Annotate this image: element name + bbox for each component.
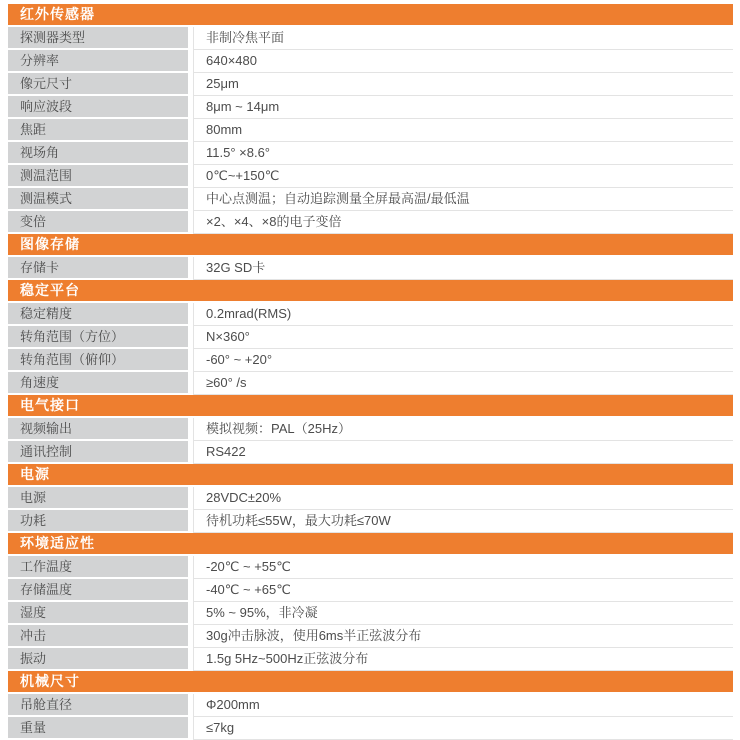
spec-row xyxy=(8,372,733,395)
spec-label: 电源 xyxy=(8,487,188,508)
spec-label: 功耗 xyxy=(8,510,188,531)
spec-value: 非制冷焦平面 xyxy=(193,27,733,50)
spec-row xyxy=(8,487,733,510)
spec-row xyxy=(8,27,733,50)
spec-label: 测温范围 xyxy=(8,165,188,186)
spec-value: 0.2mrad(RMS) xyxy=(193,303,733,326)
spec-row xyxy=(8,648,733,671)
spec-value: 5% ~ 95%，非冷凝 xyxy=(193,602,733,625)
spec-value: 30g冲击脉波，使用6ms半正弦波分布 xyxy=(193,625,733,648)
section-header: 环境适应性 xyxy=(8,533,733,554)
spec-label: 存储温度 xyxy=(8,579,188,600)
spec-value: -20℃ ~ +55℃ xyxy=(193,556,733,579)
section-header: 电气接口 xyxy=(8,395,733,416)
spec-label: 测温模式 xyxy=(8,188,188,209)
spec-label: 吊舱直径 xyxy=(8,694,188,715)
spec-row xyxy=(8,625,733,648)
spec-row xyxy=(8,694,733,717)
spec-label: 稳定精度 xyxy=(8,303,188,324)
spec-value: 80mm xyxy=(193,119,733,142)
section-header: 电源 xyxy=(8,464,733,485)
spec-value: -60° ~ +20° xyxy=(193,349,733,372)
spec-value: 28VDC±20% xyxy=(193,487,733,510)
spec-value: ≤7kg xyxy=(193,717,733,740)
section-header: 稳定平台 xyxy=(8,280,733,301)
spec-row xyxy=(8,579,733,602)
spec-row xyxy=(8,602,733,625)
spec-row xyxy=(8,303,733,326)
spec-value: 中心点测温；自动追踪测量全屏最高温/最低温 xyxy=(193,188,733,211)
spec-row xyxy=(8,142,733,165)
spec-label: 转角范围（俯仰） xyxy=(8,349,188,370)
spec-label: 探测器类型 xyxy=(8,27,188,48)
section-header: 机械尺寸 xyxy=(8,671,733,692)
spec-row xyxy=(8,441,733,464)
spec-label: 湿度 xyxy=(8,602,188,623)
spec-row xyxy=(8,418,733,441)
spec-label: 角速度 xyxy=(8,372,188,393)
section-header: 图像存储 xyxy=(8,234,733,255)
spec-value: N×360° xyxy=(193,326,733,349)
spec-row xyxy=(8,717,733,740)
spec-value: Φ200mm xyxy=(193,694,733,717)
spec-label: 工作温度 xyxy=(8,556,188,577)
spec-value: 0℃~+150℃ xyxy=(193,165,733,188)
section-header: 红外传感器 xyxy=(8,4,733,25)
spec-row xyxy=(8,73,733,96)
spec-value: 8μm ~ 14μm xyxy=(193,96,733,119)
spec-value: 11.5° ×8.6° xyxy=(193,142,733,165)
spec-row xyxy=(8,257,733,280)
spec-value: 待机功耗≤55W，最大功耗≤70W xyxy=(193,510,733,533)
spec-value: 640×480 xyxy=(193,50,733,73)
spec-label: 存储卡 xyxy=(8,257,188,278)
spec-value: 1.5g 5Hz~500Hz正弦波分布 xyxy=(193,648,733,671)
spec-label: 响应波段 xyxy=(8,96,188,117)
spec-label: 像元尺寸 xyxy=(8,73,188,94)
spec-label: 通讯控制 xyxy=(8,441,188,462)
spec-row xyxy=(8,165,733,188)
spec-row xyxy=(8,556,733,579)
spec-row xyxy=(8,326,733,349)
spec-label: 转角范围（方位） xyxy=(8,326,188,347)
spec-row xyxy=(8,96,733,119)
spec-value: -40℃ ~ +65℃ xyxy=(193,579,733,602)
spec-value: 32G SD卡 xyxy=(193,257,733,280)
spec-value: RS422 xyxy=(193,441,733,464)
spec-value: ×2、×4、×8的电子变倍 xyxy=(193,211,733,234)
spec-label: 振动 xyxy=(8,648,188,669)
spec-value: 25μm xyxy=(193,73,733,96)
spec-row xyxy=(8,510,733,533)
spec-label: 冲击 xyxy=(8,625,188,646)
spec-row xyxy=(8,188,733,211)
spec-label: 重量 xyxy=(8,717,188,738)
spec-label: 分辨率 xyxy=(8,50,188,71)
spec-value: ≥60° /s xyxy=(193,372,733,395)
spec-label: 视场角 xyxy=(8,142,188,163)
spec-label: 变倍 xyxy=(8,211,188,232)
spec-row xyxy=(8,211,733,234)
spec-label: 焦距 xyxy=(8,119,188,140)
spec-value: 模拟视频：PAL（25Hz） xyxy=(193,418,733,441)
spec-label: 视频输出 xyxy=(8,418,188,439)
spec-row xyxy=(8,50,733,73)
spec-row xyxy=(8,349,733,372)
spec-row xyxy=(8,119,733,142)
